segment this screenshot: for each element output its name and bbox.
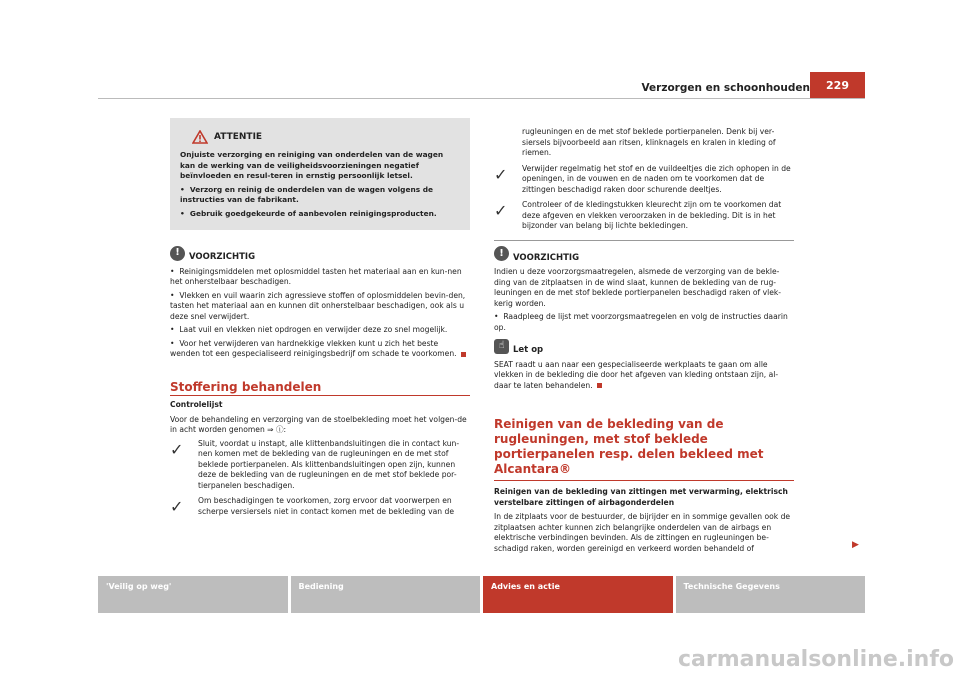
attentie-box (170, 118, 470, 230)
attentie-bullet: • Gebruik goedgekeurde of aanbevolen reinigingsproducten. (180, 209, 460, 220)
voorzichtig-bullet: • Laat vuil en vlekken niet opdrogen en verwijder deze zo snel mogelijk. (170, 325, 470, 336)
chapter-title: Verzorgen en schoonhouden (641, 82, 810, 94)
attentie-header (192, 130, 460, 144)
checkmark-icon: ✓ (170, 439, 184, 459)
tip-hand-icon: ☝ (494, 339, 509, 354)
checkmark-icon: ✓ (494, 164, 508, 184)
tab-advies-en-actie[interactable]: Advies en actie (483, 576, 673, 613)
header-rule (98, 98, 865, 99)
right-column (494, 125, 794, 557)
voorzichtig-bullet: • Voor het verwijderen van hardnekkige vlekken kunt u zich het beste wenden tot een gespecialiseerd reinigingsbedrijf om schade te voorkomen. (170, 339, 457, 359)
checklist-item (494, 164, 794, 196)
tab-bediening[interactable]: Bediening (291, 576, 481, 613)
checklist-item (494, 200, 794, 232)
checklist-text: Sluit, voordat u instapt, alle klittenbandsluitingen die in contact kun-nen komen met de bekleding van de rugleuningen en de met stof beklede portierpanelen. Als klittenbandsluitingen open zijn, kunnen deze de bekleding van de rugleuningen en de met stof beklede por-tierpanelen beschadigen. (198, 438, 460, 490)
caution-icon: ! (170, 246, 185, 261)
voorzichtig-title: VOORZICHTIG (189, 252, 256, 262)
checkmark-icon: ✓ (494, 201, 508, 220)
attentie-title: ATTENTIE (214, 131, 263, 142)
tab-technische-gegevens[interactable]: Technische Gegevens (676, 576, 866, 613)
section-title: Reinigen van de bekleding van de rugleuningen, met stof beklede portierpanelen resp. delen bekleed met Alcantara® (494, 417, 794, 481)
voorzichtig-bullet: • Raadpleeg de lijst met voorzorgsmaatregelen en volg de instructies daarin op. (494, 312, 794, 333)
checklist-text: Om beschadigingen te voorkomen, zorg ervoor dat voorwerpen en scherpe versiersels niet in contact komen met de bekleding van de (198, 496, 455, 516)
end-mark-icon (461, 352, 466, 357)
end-mark-icon (597, 383, 602, 388)
checklist-text: Controleer of de kledingstukken kleurecht zijn om te voorkomen dat deze afgeven en vlekken veroorzaken in de bekleding. Dit is in het bijzonder van belang bij lichte bekledingen. (522, 200, 782, 230)
watermark: carmanualsonline.info (678, 647, 954, 672)
voorzichtig-header (170, 244, 470, 263)
warning-triangle-icon (192, 130, 208, 144)
checklist-item (170, 496, 470, 517)
section-subtitle: Reinigen van de bekleding van zittingen met verwarming, elektrisch verstelbare zittingen of airbagonderdelen (494, 487, 788, 507)
checklist-item (170, 439, 470, 492)
checklist-text: Verwijder regelmatig het stof en de vuildeeltjes die zich ophopen in de openingen, in de vouwen en de naden om te voorkomen dat de zittingen beschadigd raken door schurende deeltjes. (522, 163, 791, 194)
tab-veilig-op-weg[interactable]: 'Veilig op weg' (98, 576, 288, 613)
section-subtitle: Controlelijst (170, 400, 223, 409)
divider (494, 240, 794, 241)
caution-icon: ! (494, 246, 509, 261)
footer-tabs (98, 576, 865, 613)
voorzichtig-bullet: • Reinigingsmiddelen met oplosmiddel tasten het materiaal aan en kun-nen het onherstelbaar beschadigen. (170, 267, 470, 288)
section-text: In de zitplaats voor de bestuurder, de bijrijder en in sommige gevallen ook de zitplaatsen achter kunnen zich belangrijke onderdelen van de airbags en elektrische verbindingen bevinden. Als de zittingen en rugleuningen be-schadigd raken, worden gereinigd en verkeerd worden behandeld of (494, 512, 791, 553)
checklist-item-continued (494, 127, 794, 159)
voorzichtig-bullet: • Vlekken en vuil waarin zich agressieve stoffen of oplosmiddelen bevin-den, tasten het materiaal aan en kunnen dit onherstelbaar beschadigen, ook als u deze snel verwijdert. (170, 291, 470, 323)
voorzichtig-header (494, 245, 794, 264)
section-intro: Voor de behandeling en verzorging van de stoelbekleding moet het volgen-de in acht worden genomen ⇒ ⓘ: (170, 414, 467, 434)
checklist-text: rugleuningen en de met stof beklede portierpanelen. Denk bij ver-siersels bijvoorbeeld aan ritsen, klinknagels en kralen in kleding of riemen. (522, 127, 776, 157)
letop-text: SEAT raadt u aan naar een gespecialiseerde werkplaats te gaan om alle vlekken in de bekleding die door het afgeven van kleding ontstaan zijn, al-daar te laten behandelen. (494, 359, 779, 390)
page-number: 229 (810, 72, 865, 99)
checkmark-icon: ✓ (170, 497, 184, 516)
letop-header (494, 337, 794, 356)
attentie-intro: Onjuiste verzorging en reiniging van onderdelen van de wagen kan de werking van de veiligheidsvoorzieningen negatief beïnvloeden en resul-teren in ernstig persoonlijk letsel. (180, 150, 444, 180)
voorzichtig-text: Indien u deze voorzorgsmaatregelen, alsmede de verzorging van de bekle-ding van de zitplaatsen in de wind slaat, kunnen de bekleding van de rug-leuningen en de met stof beklede portierpanelen beschadigd raken of vlek-kerig worden. (494, 267, 782, 308)
voorzichtig-title: VOORZICHTIG (513, 252, 580, 263)
attentie-bullet: • Verzorg en reinig de onderdelen van de wagen volgens de instructies van de fabrikant. (180, 185, 460, 206)
letop-title: Let op (513, 345, 544, 355)
left-column (170, 118, 470, 522)
voorzichtig-bullet-last (170, 339, 470, 360)
section-title: Stoffering behandelen (170, 382, 470, 397)
letop-text-wrap (494, 360, 794, 392)
next-page-arrow-icon: ▶ (852, 540, 859, 550)
